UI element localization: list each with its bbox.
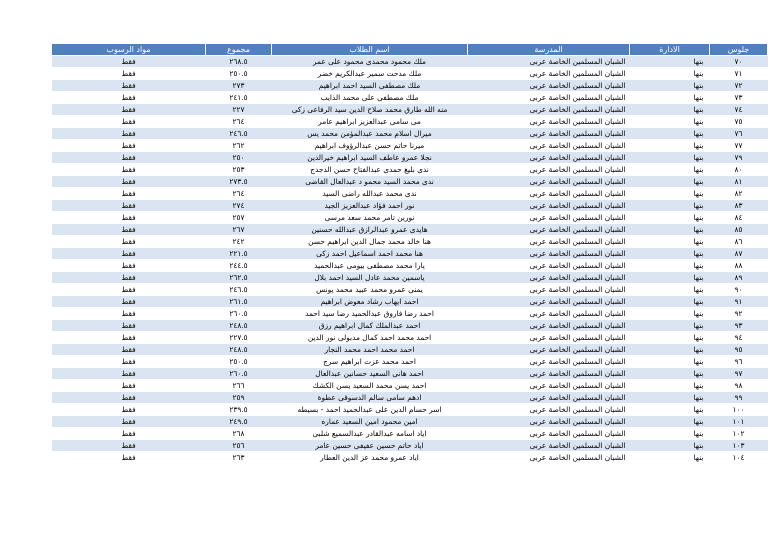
cell-school: الشبان المسلمين الخاصة عربى bbox=[468, 344, 630, 356]
cell-seat: ٩١ bbox=[710, 296, 768, 308]
cell-admin: بنها bbox=[630, 320, 710, 332]
cell-seat: ٩٦ bbox=[710, 356, 768, 368]
cell-admin: بنها bbox=[630, 188, 710, 200]
cell-seat: ٧٧ bbox=[710, 140, 768, 152]
cell-admin: بنها bbox=[630, 140, 710, 152]
cell-school: الشبان المسلمين الخاصة عربى bbox=[468, 332, 630, 344]
cell-school: الشبان المسلمين الخاصة عربى bbox=[468, 164, 630, 176]
cell-school: الشبان المسلمين الخاصة عربى bbox=[468, 416, 630, 428]
cell-name: هايدى عمرو عبدالرازق عبدالله حسنين bbox=[272, 224, 468, 236]
cell-admin: بنها bbox=[630, 80, 710, 92]
cell-name: اياد عمرو محمد عز الدين العطار bbox=[272, 452, 468, 464]
cell-name: ياسمين محمد عادل السيد احمد بلال bbox=[272, 272, 468, 284]
table-row bbox=[52, 440, 768, 452]
cell-admin: بنها bbox=[630, 440, 710, 452]
cell-seat: ٧٩ bbox=[710, 152, 768, 164]
cell-school: الشبان المسلمين الخاصة عربى bbox=[468, 404, 630, 416]
cell-seat: ٧٣ bbox=[710, 92, 768, 104]
table-row bbox=[52, 380, 768, 392]
cell-total: ٢٦٦ bbox=[206, 380, 272, 392]
cell-name: هنا خالد محمد جمال الدين ابراهيم حسن bbox=[272, 236, 468, 248]
cell-subjects: فقط bbox=[52, 248, 206, 260]
cell-name: مى سامى عبدالعزيز ابراهيم عامر bbox=[272, 116, 468, 128]
cell-admin: بنها bbox=[630, 128, 710, 140]
cell-admin: بنها bbox=[630, 56, 710, 68]
cell-admin: بنها bbox=[630, 164, 710, 176]
cell-seat: ٨٧ bbox=[710, 248, 768, 260]
cell-total: ٢٥٠.٥ bbox=[206, 356, 272, 368]
cell-subjects: فقط bbox=[52, 104, 206, 116]
cell-school: الشبان المسلمين الخاصة عربى bbox=[468, 320, 630, 332]
cell-name: ندى محمد عبدالله راضى السيد bbox=[272, 188, 468, 200]
cell-total: ٢٦٣ bbox=[206, 452, 272, 464]
cell-total: ٢٦٨.٥ bbox=[206, 56, 272, 68]
cell-school: الشبان المسلمين الخاصة عربى bbox=[468, 260, 630, 272]
cell-school: الشبان المسلمين الخاصة عربى bbox=[468, 128, 630, 140]
cell-seat: ٩٩ bbox=[710, 392, 768, 404]
cell-name: اياد حاتم حسين عفيفى حسين عامر bbox=[272, 440, 468, 452]
cell-admin: بنها bbox=[630, 356, 710, 368]
table-row bbox=[52, 188, 768, 200]
cell-name: ندى محمد السيد محمو د عبدالعال القاضى bbox=[272, 176, 468, 188]
cell-school: الشبان المسلمين الخاصة عربى bbox=[468, 356, 630, 368]
cell-subjects: فقط bbox=[52, 116, 206, 128]
cell-seat: ٨٥ bbox=[710, 224, 768, 236]
cell-subjects: فقط bbox=[52, 176, 206, 188]
cell-name: احمد محمد احمد كمال مدبولى نور الدين bbox=[272, 332, 468, 344]
header-name: اسم الطلاب bbox=[272, 44, 468, 56]
table-row bbox=[52, 284, 768, 296]
cell-name: اياد اسامه عبدالقادر عبدالسميع شلبى bbox=[272, 428, 468, 440]
cell-name: منه الله طارق محمد صلاح الدين سيد الرفاعى زكى bbox=[272, 104, 468, 116]
cell-seat: ٧٠ bbox=[710, 56, 768, 68]
cell-name: ادهم سامى سالم الدسوقى عطوة bbox=[272, 392, 468, 404]
cell-total: ٢٦٨ bbox=[206, 428, 272, 440]
results-table bbox=[51, 43, 768, 464]
cell-admin: بنها bbox=[630, 200, 710, 212]
cell-admin: بنها bbox=[630, 344, 710, 356]
table-row bbox=[52, 164, 768, 176]
cell-name: ميرال اسلام محمد عبدالمؤمن محمد يس bbox=[272, 128, 468, 140]
cell-name: احمد رضا فاروق عبدالحميد رضا سيد احمد bbox=[272, 308, 468, 320]
cell-total: ٢٤٨.٥ bbox=[206, 320, 272, 332]
cell-total: ٢٥٧ bbox=[206, 212, 272, 224]
cell-total: ٢٥٣ bbox=[206, 164, 272, 176]
cell-total: ٢٢١.٥ bbox=[206, 248, 272, 260]
cell-seat: ٩٨ bbox=[710, 380, 768, 392]
cell-seat: ٨٦ bbox=[710, 236, 768, 248]
cell-school: الشبان المسلمين الخاصة عربى bbox=[468, 308, 630, 320]
cell-subjects: فقط bbox=[52, 392, 206, 404]
cell-seat: ٩٧ bbox=[710, 368, 768, 380]
cell-subjects: فقط bbox=[52, 140, 206, 152]
cell-school: الشبان المسلمين الخاصة عربى bbox=[468, 236, 630, 248]
table-row bbox=[52, 92, 768, 104]
cell-school: الشبان المسلمين الخاصة عربى bbox=[468, 104, 630, 116]
cell-total: ٢٦٠.٥ bbox=[206, 368, 272, 380]
cell-subjects: فقط bbox=[52, 80, 206, 92]
cell-total: ٢٤٦.٥ bbox=[206, 284, 272, 296]
cell-subjects: فقط bbox=[52, 200, 206, 212]
table-row bbox=[52, 212, 768, 224]
cell-subjects: فقط bbox=[52, 452, 206, 464]
cell-subjects: فقط bbox=[52, 440, 206, 452]
cell-total: ٢٣٩.٥ bbox=[206, 404, 272, 416]
cell-seat: ٩٥ bbox=[710, 344, 768, 356]
table-row bbox=[52, 308, 768, 320]
cell-total: ٢٤٦.٥ bbox=[206, 128, 272, 140]
cell-name: نور احمد فؤاد عبدالعزيز الجيد bbox=[272, 200, 468, 212]
cell-school: الشبان المسلمين الخاصة عربى bbox=[468, 248, 630, 260]
cell-subjects: فقط bbox=[52, 272, 206, 284]
cell-name: احمد عبدالملك كمال ابراهيم رزق bbox=[272, 320, 468, 332]
cell-subjects: فقط bbox=[52, 368, 206, 380]
table-row bbox=[52, 200, 768, 212]
cell-admin: بنها bbox=[630, 92, 710, 104]
cell-seat: ٩٠ bbox=[710, 284, 768, 296]
cell-subjects: فقط bbox=[52, 128, 206, 140]
cell-total: ٢٥٠ bbox=[206, 152, 272, 164]
cell-admin: بنها bbox=[630, 332, 710, 344]
cell-name: احمد محمد احمد محمد النجار bbox=[272, 344, 468, 356]
table-row bbox=[52, 392, 768, 404]
cell-subjects: فقط bbox=[52, 284, 206, 296]
table-row bbox=[52, 272, 768, 284]
cell-seat: ١٠١ bbox=[710, 416, 768, 428]
table-row bbox=[52, 140, 768, 152]
cell-admin: بنها bbox=[630, 224, 710, 236]
cell-admin: بنها bbox=[630, 392, 710, 404]
cell-admin: بنها bbox=[630, 248, 710, 260]
cell-subjects: فقط bbox=[52, 356, 206, 368]
cell-subjects: فقط bbox=[52, 152, 206, 164]
cell-admin: بنها bbox=[630, 68, 710, 80]
cell-seat: ٩٢ bbox=[710, 308, 768, 320]
cell-school: الشبان المسلمين الخاصة عربى bbox=[468, 440, 630, 452]
cell-school: الشبان المسلمين الخاصة عربى bbox=[468, 452, 630, 464]
cell-admin: بنها bbox=[630, 152, 710, 164]
cell-name: ملك مصطفى على محمد الذايب bbox=[272, 92, 468, 104]
cell-school: الشبان المسلمين الخاصة عربى bbox=[468, 212, 630, 224]
cell-school: الشبان المسلمين الخاصة عربى bbox=[468, 272, 630, 284]
table-row bbox=[52, 260, 768, 272]
cell-total: ٢٤٩.٥ bbox=[206, 416, 272, 428]
cell-admin: بنها bbox=[630, 452, 710, 464]
cell-school: الشبان المسلمين الخاصة عربى bbox=[468, 224, 630, 236]
cell-admin: بنها bbox=[630, 176, 710, 188]
cell-name: ميرنا حاتم حسن عبدالرؤوف ابراهيم bbox=[272, 140, 468, 152]
cell-subjects: فقط bbox=[52, 308, 206, 320]
cell-subjects: فقط bbox=[52, 332, 206, 344]
cell-school: الشبان المسلمين الخاصة عربى bbox=[468, 392, 630, 404]
cell-total: ٢٦٧ bbox=[206, 224, 272, 236]
cell-total: ٢٦٠.٥ bbox=[206, 308, 272, 320]
cell-seat: ٨١ bbox=[710, 176, 768, 188]
table-row bbox=[52, 320, 768, 332]
cell-subjects: فقط bbox=[52, 320, 206, 332]
cell-seat: ٧١ bbox=[710, 68, 768, 80]
cell-name: ملك محمود محمدى محمود على عمر bbox=[272, 56, 468, 68]
cell-school: الشبان المسلمين الخاصة عربى bbox=[468, 368, 630, 380]
cell-seat: ٧٥ bbox=[710, 116, 768, 128]
cell-total: ٢٥٦ bbox=[206, 440, 272, 452]
cell-subjects: فقط bbox=[52, 296, 206, 308]
table-row bbox=[52, 224, 768, 236]
cell-subjects: فقط bbox=[52, 188, 206, 200]
cell-total: ٢٢٧ bbox=[206, 104, 272, 116]
cell-admin: بنها bbox=[630, 308, 710, 320]
table-row bbox=[52, 68, 768, 80]
cell-seat: ١٠٤ bbox=[710, 452, 768, 464]
cell-total: ٢٥٩ bbox=[206, 392, 272, 404]
header-admin: الادارة bbox=[630, 44, 710, 56]
cell-subjects: فقط bbox=[52, 164, 206, 176]
table-row bbox=[52, 344, 768, 356]
cell-name: اسر حسام الدين على عبدالحميد احمد - بسيطه bbox=[272, 404, 468, 416]
cell-admin: بنها bbox=[630, 116, 710, 128]
cell-school: الشبان المسلمين الخاصة عربى bbox=[468, 116, 630, 128]
cell-name: ملك مدحت سمير عبدالكريم خضر bbox=[272, 68, 468, 80]
cell-admin: بنها bbox=[630, 272, 710, 284]
cell-total: ٢٧٤ bbox=[206, 200, 272, 212]
cell-total: ٢٥٠.٥ bbox=[206, 68, 272, 80]
table-row bbox=[52, 152, 768, 164]
cell-subjects: فقط bbox=[52, 236, 206, 248]
cell-seat: ٧٢ bbox=[710, 80, 768, 92]
cell-seat: ١٠٠ bbox=[710, 404, 768, 416]
table-row bbox=[52, 56, 768, 68]
cell-total: ٢٦١.٥ bbox=[206, 296, 272, 308]
cell-school: الشبان المسلمين الخاصة عربى bbox=[468, 200, 630, 212]
cell-name: احمد محمد عزت ابراهيم سرج bbox=[272, 356, 468, 368]
cell-total: ٢٤٢ bbox=[206, 236, 272, 248]
cell-admin: بنها bbox=[630, 404, 710, 416]
cell-subjects: فقط bbox=[52, 224, 206, 236]
table-row bbox=[52, 104, 768, 116]
cell-school: الشبان المسلمين الخاصة عربى bbox=[468, 176, 630, 188]
cell-school: الشبان المسلمين الخاصة عربى bbox=[468, 152, 630, 164]
table-row bbox=[52, 416, 768, 428]
table-row bbox=[52, 452, 768, 464]
cell-total: ٢٦٤ bbox=[206, 188, 272, 200]
cell-seat: ٨٤ bbox=[710, 212, 768, 224]
cell-total: ٢٦٢.٥ bbox=[206, 272, 272, 284]
cell-name: ندى بليغ حمدى عبدالفتاح حسن الدجدج bbox=[272, 164, 468, 176]
cell-school: الشبان المسلمين الخاصة عربى bbox=[468, 188, 630, 200]
cell-admin: بنها bbox=[630, 284, 710, 296]
cell-subjects: فقط bbox=[52, 344, 206, 356]
cell-name: نجلا عمرو عاطف السيد ابراهيم خيرالدين bbox=[272, 152, 468, 164]
cell-total: ٢٦٤ bbox=[206, 116, 272, 128]
cell-seat: ٨٠ bbox=[710, 164, 768, 176]
cell-subjects: فقط bbox=[52, 56, 206, 68]
cell-seat: ١٠٣ bbox=[710, 440, 768, 452]
table-row bbox=[52, 368, 768, 380]
cell-admin: بنها bbox=[630, 428, 710, 440]
cell-total: ٢٢٧.٥ bbox=[206, 332, 272, 344]
cell-seat: ١٠٢ bbox=[710, 428, 768, 440]
header-row bbox=[52, 44, 768, 56]
cell-name: يمنى عمرو محمد عبيد محمد يونس bbox=[272, 284, 468, 296]
cell-name: احمد ايهاب رشاد معوض ابراهيم bbox=[272, 296, 468, 308]
table-row bbox=[52, 236, 768, 248]
cell-admin: بنها bbox=[630, 296, 710, 308]
cell-school: الشبان المسلمين الخاصة عربى bbox=[468, 68, 630, 80]
cell-seat: ٨٨ bbox=[710, 260, 768, 272]
cell-total: ٢٤٤.٥ bbox=[206, 260, 272, 272]
cell-school: الشبان المسلمين الخاصة عربى bbox=[468, 80, 630, 92]
table-row bbox=[52, 332, 768, 344]
cell-total: ٢٤٨.٥ bbox=[206, 344, 272, 356]
cell-name: احمد يسن محمد السعيد يسن الكشك bbox=[272, 380, 468, 392]
table-row bbox=[52, 116, 768, 128]
cell-subjects: فقط bbox=[52, 404, 206, 416]
cell-seat: ٧٦ bbox=[710, 128, 768, 140]
cell-name: امين محمود امين السعيد عماره bbox=[272, 416, 468, 428]
cell-school: الشبان المسلمين الخاصة عربى bbox=[468, 380, 630, 392]
cell-school: الشبان المسلمين الخاصة عربى bbox=[468, 56, 630, 68]
cell-admin: بنها bbox=[630, 260, 710, 272]
cell-name: نورين تامر محمد سعد مرسى bbox=[272, 212, 468, 224]
cell-subjects: فقط bbox=[52, 260, 206, 272]
table-row bbox=[52, 356, 768, 368]
header-school: المدرسة bbox=[468, 44, 630, 56]
cell-total: ٢٧٣.٥ bbox=[206, 176, 272, 188]
table-row bbox=[52, 176, 768, 188]
cell-seat: ٧٤ bbox=[710, 104, 768, 116]
cell-subjects: فقط bbox=[52, 212, 206, 224]
cell-seat: ٨٩ bbox=[710, 272, 768, 284]
cell-seat: ٨٢ bbox=[710, 188, 768, 200]
cell-name: ملك مصطفى السيد احمد ابراهيم bbox=[272, 80, 468, 92]
cell-admin: بنها bbox=[630, 416, 710, 428]
cell-admin: بنها bbox=[630, 380, 710, 392]
cell-subjects: فقط bbox=[52, 428, 206, 440]
cell-school: الشبان المسلمين الخاصة عربى bbox=[468, 140, 630, 152]
cell-name: هنا محمد احمد اسماعيل احمد زكى bbox=[272, 248, 468, 260]
cell-total: ٢٤١.٥ bbox=[206, 92, 272, 104]
cell-school: الشبان المسلمين الخاصة عربى bbox=[468, 284, 630, 296]
table-row bbox=[52, 404, 768, 416]
cell-school: الشبان المسلمين الخاصة عربى bbox=[468, 428, 630, 440]
cell-name: احمد هانى السعيد حسانين عبدالعال bbox=[272, 368, 468, 380]
cell-subjects: فقط bbox=[52, 92, 206, 104]
cell-seat: ٩٣ bbox=[710, 320, 768, 332]
cell-total: ٢٧٣ bbox=[206, 80, 272, 92]
header-total: مجموع bbox=[206, 44, 272, 56]
cell-subjects: فقط bbox=[52, 68, 206, 80]
table-row bbox=[52, 128, 768, 140]
cell-seat: ٩٤ bbox=[710, 332, 768, 344]
table-body bbox=[52, 56, 768, 464]
cell-total: ٢٦٢ bbox=[206, 140, 272, 152]
cell-admin: بنها bbox=[630, 368, 710, 380]
cell-admin: بنها bbox=[630, 236, 710, 248]
table-row bbox=[52, 80, 768, 92]
cell-name: يارا محمد مصطفى بيومى عبدالحميد bbox=[272, 260, 468, 272]
cell-admin: بنها bbox=[630, 104, 710, 116]
table-row bbox=[52, 248, 768, 260]
cell-subjects: فقط bbox=[52, 416, 206, 428]
header-seat: جلوس bbox=[710, 44, 768, 56]
cell-admin: بنها bbox=[630, 212, 710, 224]
header-subjects: مواد الرسوب bbox=[52, 44, 206, 56]
table-row bbox=[52, 296, 768, 308]
cell-school: الشبان المسلمين الخاصة عربى bbox=[468, 296, 630, 308]
cell-subjects: فقط bbox=[52, 380, 206, 392]
table-row bbox=[52, 428, 768, 440]
cell-seat: ٨٣ bbox=[710, 200, 768, 212]
cell-school: الشبان المسلمين الخاصة عربى bbox=[468, 92, 630, 104]
